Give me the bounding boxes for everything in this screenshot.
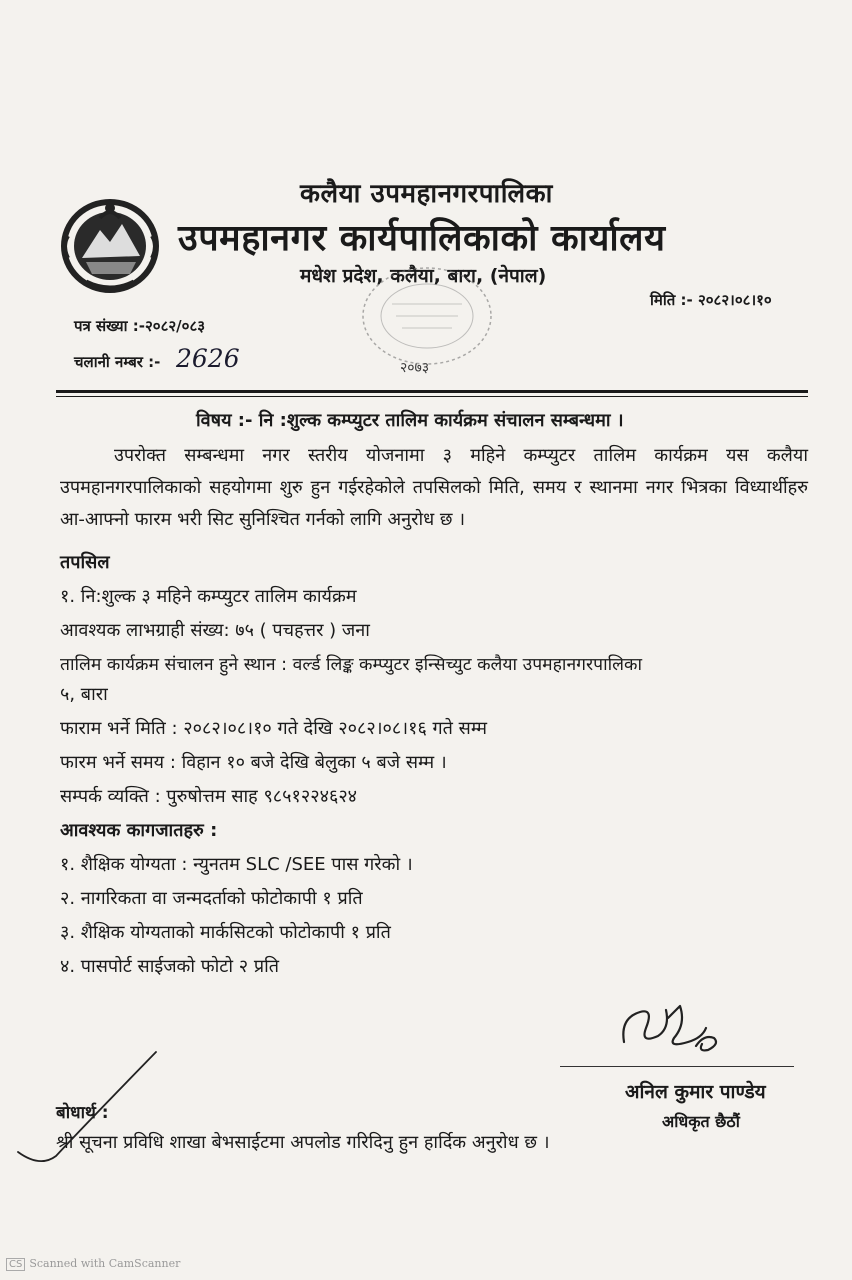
nepal-emblem-icon [56,196,164,296]
documents-heading: आवश्यक कागजातहरु : [60,820,218,841]
venue-line-1: तालिम कार्यक्रम संचालन हुने स्थान : वर्ल्ड लिङ्क कम्प्युटर इन्सिच्युट कलैया उपमहानगरपालिका [60,655,643,675]
letter-subject: विषय :- नि :शुल्क कम्प्युटर तालिम कार्यक्रम संचालन सम्बन्धमा । [196,410,624,431]
scanner-watermark [6,1257,180,1271]
document-item: २. नागरिकता वा जन्मदर्ताको फोटोकापी १ प्रति [60,888,363,909]
form-time-line: फारम भर्ने समय : विहान १० बजे देखि बेलुका ५ बजे सम्म । [60,752,447,773]
office-name: उपमहानगर कार्यपालिकाको कार्यालय [178,218,666,259]
header-divider-thin [56,396,808,397]
municipality-name: कलैया उपमहानगरपालिका [300,179,553,209]
reference-number: पत्र संख्या :-२०८२/०८३ [74,317,206,335]
beneficiaries-line: आवश्यक लाभग्राही संख्य: ७५ ( पचहत्तर ) जना [60,620,370,641]
signatory-title: अधिकृत छैठौं [662,1112,740,1131]
form-date-line: फाराम भर्ने मिति : २०८२।०८।१० गते देखि २०८२।०८।१६ गते सम्म [60,718,487,739]
letter-date: मिति :- २०८२।०८।१० [650,291,772,309]
scanner-text: Scanned with CamScanner [29,1257,181,1270]
document-item: ३. शैक्षिक योग्यताको मार्कसिटको फोटोकापी १ प्रति [60,922,391,943]
venue-line-2: ५, बारा [60,684,108,705]
body-paragraph-text: उपरोक्त सम्बन्धमा नगर स्तरीय योजनामा ३ महिने कम्प्युटर तालिम कार्यक्रम यस कलैया उपमहानगरपालिकाको सहयोगमा शुरु हुन गईरहेकोले तपसिलको मिति, समय र स्थानमा नगर भित्रका विध्यार्थीहरु आ-आफ्नो फारम भरी सिट सुनिश्चित गर्नको लागि अनुरोध छ । [60,445,808,530]
document-item: ४. पासपोर्ट साईजको फोटो २ प्रति [60,956,280,977]
cc-text: श्री सूचना प्रविधि शाखा बेभसाईटमा अपलोड गरिदिनु हुन हार्दिक अनुरोध छ । [56,1132,550,1153]
signature-line [560,1066,794,1067]
signature-icon [610,998,728,1064]
program-line: १. नि:शुल्क ३ महिने कम्प्युटर तालिम कार्यक्रम [60,586,357,607]
dispatch-number: 2626 [176,344,240,373]
details-heading: तपसिल [60,552,110,573]
body-paragraph [60,440,808,536]
dispatch-label: चलानी नम्बर :- [74,353,161,371]
office-address: मधेश प्रदेश, कलैया, बारा, (नेपाल) [300,265,547,287]
stamp-year: २०७३ [400,360,430,376]
contact-line: सम्पर्क व्यक्ति : पुरुषोत्तम साह ९८५१२२४६२४ [60,786,358,807]
header-divider [56,390,808,393]
document-item: १. शैक्षिक योग्यता : न्युनतम SLC /SEE पास गरेको । [60,854,413,875]
scanner-badge: CS [6,1258,25,1271]
cc-label: बोधार्थ : [56,1103,109,1123]
pen-tick-icon [10,1048,170,1168]
signatory-name: अनिल कुमार पाण्डेय [625,1081,766,1103]
